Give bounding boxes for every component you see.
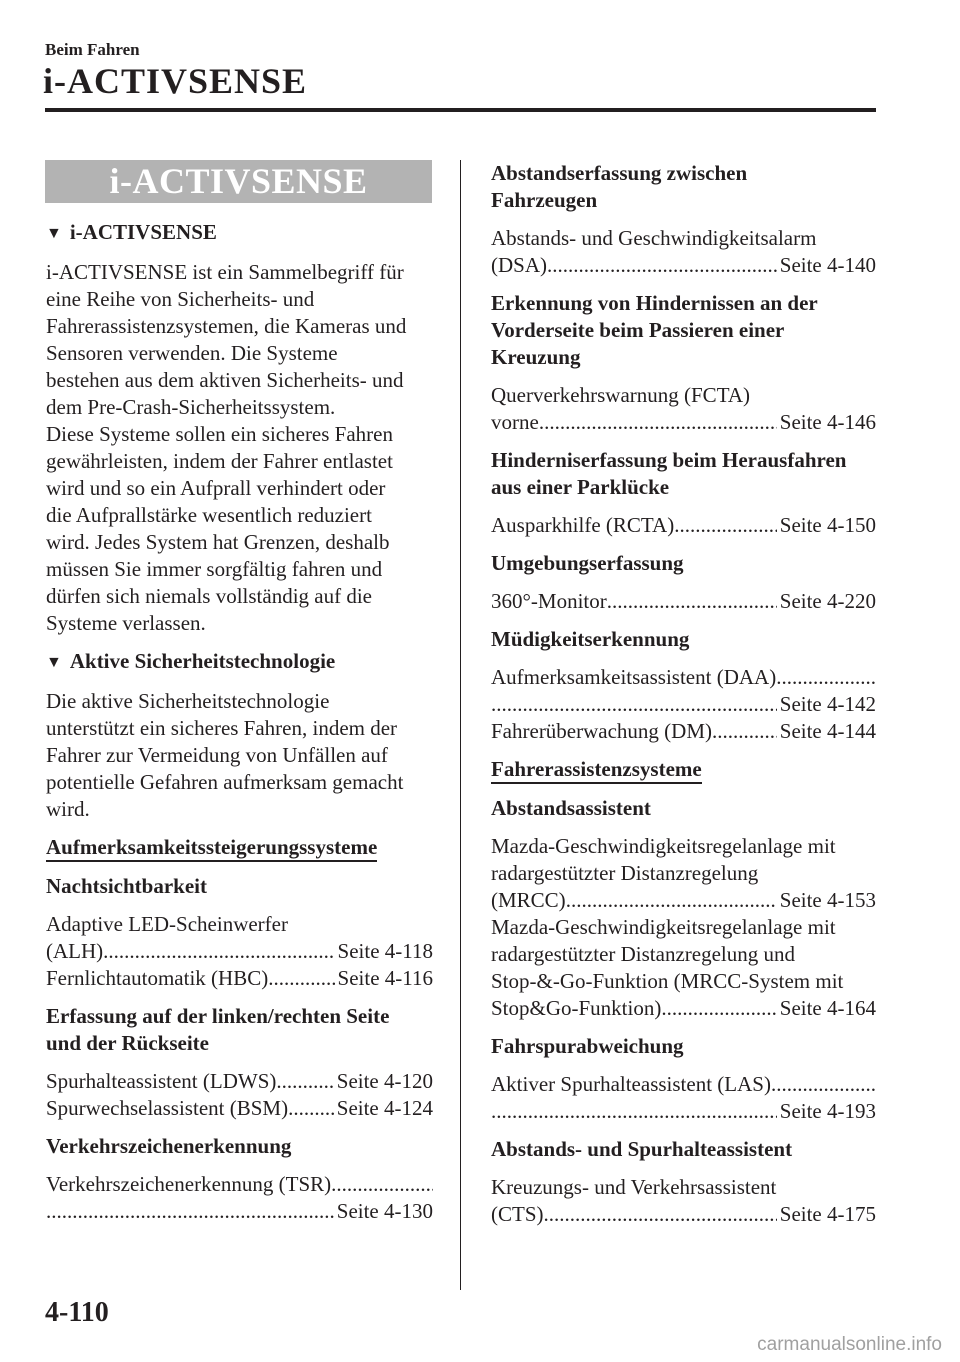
toc-entry-alh[interactable]: (ALH) ..... Seite 4-118 [46, 938, 433, 965]
active-safety-paragraph: Die aktive Sicherheitstechnologie unterstützt ein sicheres Fahren, indem der Fahrer zur Vermeidung von Unfällen auf potentielle Gefahren aufmerksam gemacht wird. [46, 689, 404, 821]
toc-entry-bsm[interactable]: Spurwechselassistent (BSM) ..... Seite 4-124 [46, 1095, 433, 1122]
subheading-side-rear-detection: Erfassung auf der linken/rechten Seite und der Rückseite [46, 1004, 390, 1055]
section-heading-activsense: ▼ i-ACTIVSENSE [46, 219, 433, 248]
toc-group-fatigue [491, 664, 876, 745]
subheading-surround: Umgebungserfassung [491, 551, 684, 575]
subheading-parking-exit: Hinderniserfassung beim Herausfahren aus einer Parklücke [491, 448, 847, 499]
triangle-down-icon: ▼ [46, 654, 62, 671]
toc-group-cts: Kreuzungs- und Verkehrsassistent (CTS) ..... Seite 4-175 [491, 1174, 876, 1228]
watermark: carmanualsonline.info [757, 1334, 942, 1355]
toc-group-traffic-sign [46, 1171, 433, 1225]
right-column [491, 160, 876, 1239]
toc-entry-tsr[interactable]: Verkehrszeichenerkennung (TSR) ..... [46, 1171, 433, 1198]
subheading-fatigue: Müdigkeitserkennung [491, 627, 690, 651]
toc-group-detection [46, 1068, 433, 1122]
header-rule [45, 108, 876, 112]
toc-group-night: Adaptive LED-Scheinwerfer (ALH) ..... Seite 4-118 Fernlichtautomatik (HBC) ..... Seite 4-116 [46, 911, 433, 992]
toc-entry-hbc[interactable]: Fernlichtautomatik (HBC) ..... Seite 4-116 [46, 965, 433, 992]
subheading-night-visibility: Nachtsichtbarkeit [46, 874, 207, 898]
toc-entry-dsa[interactable]: (DSA) ..... Seite 4-140 [491, 252, 876, 279]
intro-paragraph: i-ACTIVSENSE ist ein Sammelbegriff für eine Reihe von Sicherheits- und Fahrerassistenzsystemen, die Kameras und Sensoren verwenden. Die Systeme bestehen aus dem aktiven Sicherheits- und dem Pre-Crash-Sicherheitssystem. Diese Systeme sollen ein sicheres Fahren gewährleisten, indem der Fahrer entlastet wird und so ein Aufprall verhindert oder die Aufprallstärke wesentlich reduziert wird. Jedes System hat Grenzen, deshalb müssen Sie immer sorgfältig fahren und dürfen sich niemals vollständig auf die Systeme verlassen. [46, 260, 407, 635]
toc-group-distance: Abstands- und Geschwindigkeitsalarm (DSA) ..... Seite 4-140 [491, 225, 876, 279]
underlined-heading-driver-assist: Fahrerassistenzsysteme [491, 757, 702, 784]
triangle-down-icon: ▼ [46, 225, 62, 242]
chapter-title: i-ACTIVSENSE [43, 61, 308, 101]
underlined-heading-awareness: Aufmerksamkeitssteigerungssysteme [46, 835, 377, 862]
toc-entry-cts[interactable]: (CTS) ..... Seite 4-175 [491, 1201, 876, 1228]
page-number: 4-110 [45, 1297, 109, 1328]
subheading-distance-detection: Abstandserfassung zwischen Fahrzeugen [491, 161, 748, 212]
toc-entry-ldws[interactable]: Spurhalteassistent (LDWS) ..... Seite 4-120 [46, 1068, 433, 1095]
subheading-lane-departure: Fahrspurabweichung [491, 1034, 684, 1058]
toc-entry-360-monitor[interactable]: 360°-Monitor ..... Seite 4-220 [491, 588, 876, 615]
toc-entry-dm[interactable]: Fahrerüberwachung (DM) ..... Seite 4-144 [491, 718, 876, 745]
toc-entry-daa[interactable]: Aufmerksamkeitsassistent (DAA) ..... [491, 664, 876, 691]
subheading-front-obstacle: Erkennung von Hindernissen an der Vorderseite beim Passieren einer Kreuzung [491, 291, 818, 369]
section-heading-active-safety: ▼ Aktive Sicherheitstechnologie [46, 648, 433, 677]
toc-entry-las-page[interactable]: ..... Seite 4-193 [491, 1098, 876, 1125]
toc-entry-mrcc-stop-go[interactable]: Stop&Go-Funktion) ..... Seite 4-164 [491, 995, 876, 1022]
toc-entry-las[interactable]: Aktiver Spurhalteassistent (LAS) ..... [491, 1071, 876, 1098]
toc-entry-rcta[interactable]: Ausparkhilfe (RCTA) ..... Seite 4-150 [491, 512, 876, 539]
toc-group-distance-assist: Mazda-Geschwindigkeitsregelanlage mit radargestützter Distanzregelung (MRCC) ..... Seite 4-153 Mazda-Geschwindigkeitsregelanlage mit radargestützter Distanzregelung und Stop-&-Go-Funktion (MRCC-System mit Stop&Go-Funktion) ..... Seite 4-164 [491, 833, 876, 1022]
toc-entry-tsr-page[interactable]: ..... Seite 4-130 [46, 1198, 433, 1225]
toc-entry-fcta[interactable]: vorne ..... Seite 4-146 [491, 409, 876, 436]
toc-entry-mrcc[interactable]: (MRCC) ..... Seite 4-153 [491, 887, 876, 914]
left-column [46, 219, 433, 1236]
subheading-distance-lane-assist: Abstands- und Spurhalteassistent [491, 1137, 793, 1161]
subheading-traffic-sign: Verkehrszeichenerkennung [46, 1134, 292, 1158]
toc-entry-daa-page[interactable]: ..... Seite 4-142 [491, 691, 876, 718]
toc-group-lane [491, 1071, 876, 1125]
section-banner: i-ACTIVSENSE [45, 160, 432, 203]
breadcrumb: Beim Fahren [45, 40, 140, 59]
column-divider [460, 160, 461, 1290]
toc-group-front-obstacle: Querverkehrswarnung (FCTA) vorne ..... Seite 4-146 [491, 382, 876, 436]
toc-group-surround [491, 588, 876, 615]
toc-group-parking [491, 512, 876, 539]
subheading-distance-assist: Abstandsassistent [491, 796, 651, 820]
